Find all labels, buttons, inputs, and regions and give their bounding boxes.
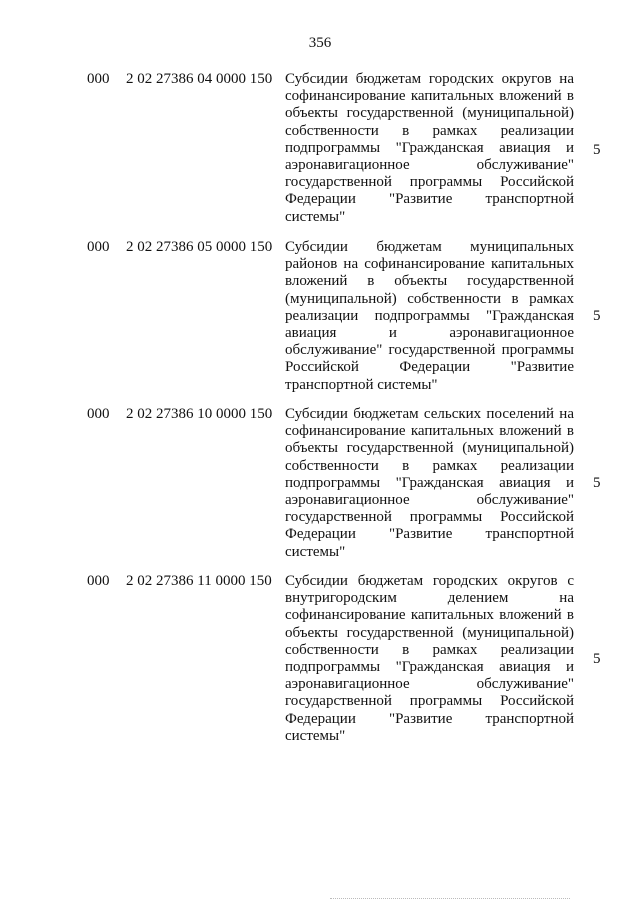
description-line: объекты государственной (муниципальной) (285, 440, 574, 457)
description-line: Субсидии бюджетам городских округов на (285, 71, 574, 87)
description-line: Субсидии бюджетам городских округов с (285, 573, 574, 589)
description-line: объекты государственной (муниципальной) (285, 624, 574, 641)
description-line: (муниципальной) собственности в рамках (285, 290, 574, 307)
description-line: системы" (285, 543, 346, 560)
admin-code: 000 (87, 406, 110, 422)
budget-classification-code: 2 02 27386 10 0000 150 (126, 406, 273, 422)
entry-description (285, 573, 574, 745)
budget-classification-code: 2 02 27386 11 0000 150 (126, 573, 272, 589)
description-line: софинансирование капитальных вложений в (285, 88, 574, 105)
description-line: государственной программы Российской (285, 174, 574, 191)
description-line: авиация и аэронавигационное (285, 324, 574, 341)
description-line: Федерации "Развитие транспортной (285, 526, 574, 543)
description-line: транспортной системы" (285, 376, 438, 393)
description-line: собственности в рамках реализации (285, 122, 574, 139)
entry-description (285, 71, 574, 226)
description-line: вложений в объекты государственной (285, 273, 574, 290)
description-line: Федерации "Развитие транспортной (285, 191, 574, 208)
entry-description (285, 239, 574, 394)
description-line: Российской Федерации "Развитие (285, 359, 574, 376)
description-line: обслуживание" государственной программы (285, 342, 574, 359)
budget-classification-code: 2 02 27386 05 0000 150 (126, 239, 273, 255)
amount-value: 5 (593, 308, 601, 324)
description-line: Федерации "Развитие транспортной (285, 710, 574, 727)
description-line: системы" (285, 727, 346, 744)
description-line: подпрограммы "Гражданская авиация и (285, 658, 574, 675)
admin-code: 000 (87, 71, 110, 87)
description-line: софинансирование капитальных вложений в (285, 423, 574, 440)
description-line: аэронавигационное обслуживание" (285, 676, 574, 693)
scan-artifact-divider (330, 898, 570, 901)
description-line: собственности в рамках реализации (285, 641, 574, 658)
description-line: реализации подпрограммы "Гражданская (285, 307, 574, 324)
entry-description (285, 406, 574, 561)
page-number: 356 (308, 35, 332, 51)
description-line: софинансирование капитальных вложений в (285, 607, 574, 624)
description-line: государственной программы Российской (285, 509, 574, 526)
description-line: внутригородским делением на (285, 590, 574, 607)
description-line: подпрограммы "Гражданская авиация и (285, 139, 574, 156)
description-line: аэронавигационное обслуживание" (285, 156, 574, 173)
description-line: системы" (285, 208, 346, 225)
description-line: собственности в рамках реализации (285, 457, 574, 474)
description-line: государственной программы Российской (285, 693, 574, 710)
amount-value: 5 (593, 651, 601, 667)
admin-code: 000 (87, 239, 110, 255)
description-line: аэронавигационное обслуживание" (285, 491, 574, 508)
description-line: Субсидии бюджетам сельских поселений на (285, 406, 574, 422)
description-line: Субсидии бюджетам муниципальных (285, 239, 574, 255)
admin-code: 000 (87, 573, 110, 589)
description-line: подпрограммы "Гражданская авиация и (285, 474, 574, 491)
description-line: объекты государственной (муниципальной) (285, 105, 574, 122)
budget-classification-code: 2 02 27386 04 0000 150 (126, 71, 273, 87)
amount-value: 5 (593, 475, 601, 491)
description-line: районов на софинансирование капитальных (285, 256, 574, 273)
amount-value: 5 (593, 142, 601, 158)
